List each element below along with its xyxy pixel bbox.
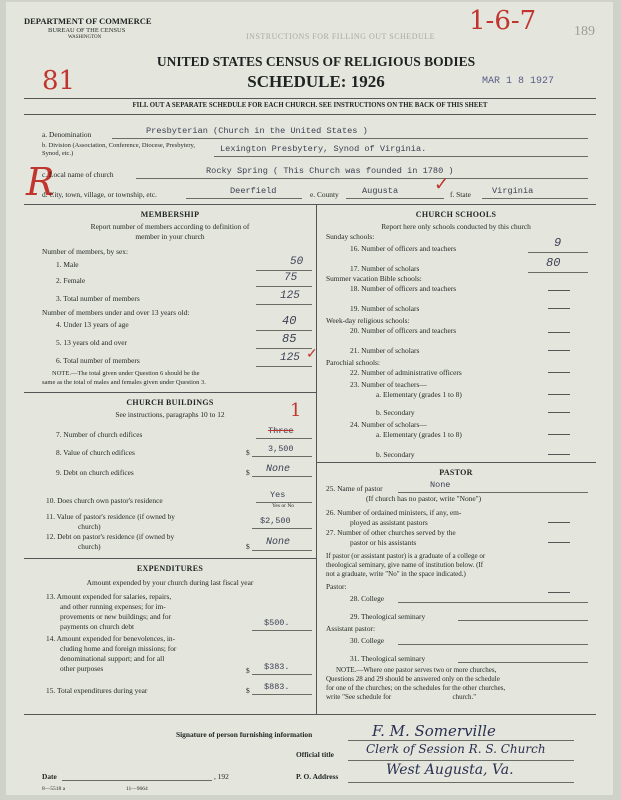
q16-line	[528, 252, 588, 253]
line-local-name	[136, 178, 588, 179]
schools-heading: CHURCH SCHOOLS	[415, 210, 497, 219]
q6-red-check: ✓	[306, 346, 318, 362]
line-denomination	[112, 138, 588, 139]
label-county: e. County	[310, 190, 339, 199]
footer-top-rule	[24, 714, 596, 715]
label-division: b. Division (Association, Conference, Diocese, Presbytery, Synod, etc.)	[42, 142, 196, 157]
value-state: Virginia	[492, 186, 534, 196]
q4-line	[256, 330, 312, 331]
q14-dollar: $	[246, 666, 250, 675]
q13-line	[252, 630, 312, 631]
q30-line	[398, 644, 588, 645]
official-title-line	[348, 760, 574, 761]
q7-answer-struck: Three	[268, 426, 294, 436]
members-by-sex-label: Number of members, by sex:	[42, 247, 128, 256]
q13-label-c: provements or new buildings; and for	[60, 612, 172, 621]
label-local-name: c. Local name of church	[42, 170, 114, 179]
received-stamp: MAR 1 8 1927	[482, 76, 555, 87]
q23a-dash	[548, 394, 570, 395]
official-title-label: Official title	[296, 750, 334, 759]
official-title-value: Clerk of Session R. S. Church	[366, 742, 546, 756]
q14-line	[252, 674, 312, 675]
q9-answer: None	[266, 464, 291, 475]
pastor-heading: PASTOR	[439, 468, 473, 477]
q24b-dash	[548, 454, 570, 455]
q17-answer: 80	[546, 256, 561, 270]
graduate-text-2: theological seminary, give name of institution below. (If	[326, 561, 484, 569]
graduate-text-1: If pastor (or assistant pastor) is a graduate of a college or	[326, 552, 486, 560]
grid-top-rule	[24, 204, 596, 205]
value-division: Lexington Presbytery, Synod of Virginia.	[220, 144, 427, 154]
q5-answer: 85	[282, 332, 297, 346]
members-age-label: Number of members under and over 13 years old:	[42, 308, 190, 317]
q10-answer: Yes	[270, 490, 286, 500]
q16-answer: 9	[554, 236, 562, 250]
q29-label: 29. Theological seminary	[350, 612, 426, 621]
q11-answer: $2,500	[260, 516, 291, 526]
q9-dollar: $	[246, 468, 250, 477]
schedule-title: SCHEDULE: 1926	[247, 72, 385, 91]
q12-label-a: 12. Debt on pastor's residence (if owned by	[46, 532, 175, 541]
q2-label: 2. Female	[56, 276, 86, 285]
header-rule	[24, 98, 596, 99]
red-checkmark: ✓	[434, 174, 450, 195]
q15-line	[252, 694, 312, 695]
q1-line	[256, 270, 312, 271]
date-line	[62, 780, 212, 781]
q6-answer: 125	[280, 352, 300, 364]
q14-label-a: 14. Amount expended for benevolences, in-	[46, 634, 176, 643]
q20-dash	[548, 332, 570, 333]
q9-line	[252, 476, 312, 477]
q21-label: 21. Number of scholars	[350, 346, 420, 355]
q25-line	[398, 492, 588, 493]
q24a-dash	[548, 434, 570, 435]
q7-line	[256, 438, 312, 439]
q4-label: 4. Under 13 years of age	[56, 320, 129, 329]
q28-dash	[548, 592, 570, 593]
label-state: f. State	[450, 190, 471, 199]
q30-label: 30. College	[350, 636, 385, 645]
membership-note-1: NOTE.—The total given under Question 6 should be the	[52, 370, 200, 377]
q31-line	[458, 662, 588, 663]
signature-label: Signature of person furnishing information	[176, 730, 313, 739]
po-address-value: West Augusta, Va.	[386, 762, 514, 778]
q11-label-b: church)	[78, 522, 101, 531]
q8-answer: 3,500	[268, 444, 294, 454]
label-denomination: a. Denomination	[42, 130, 92, 139]
membership-note-2: same as the total of males and females given under Question 3.	[42, 379, 206, 386]
q1-answer: 50	[290, 256, 304, 268]
q23a-label: a. Elementary (grades 1 to 8)	[376, 390, 462, 399]
red-annotation-R: R	[26, 160, 55, 204]
q27-dash	[548, 542, 570, 543]
q7-label: 7. Number of church edifices	[56, 430, 143, 439]
dept-name: DEPARTMENT OF COMMERCE	[24, 16, 152, 26]
q27-label-a: 27. Number of other churches served by the	[326, 528, 456, 537]
q20-label: 20. Number of officers and teachers	[350, 326, 457, 335]
q28-line	[398, 602, 588, 603]
q3-line	[256, 304, 312, 305]
q5-label: 5. 13 years old and over	[56, 338, 128, 347]
q6-line	[256, 366, 312, 367]
po-address-line	[348, 782, 574, 783]
q2-answer: 75	[284, 272, 298, 284]
q6-label: 6. Total number of members	[56, 356, 140, 365]
q29-line	[458, 620, 588, 621]
buildings-heading: CHURCH BUILDINGS	[126, 398, 214, 407]
q15-answer: $883.	[264, 682, 290, 692]
q26-label-b: ployed as assistant pastors	[350, 518, 428, 527]
pastor-note-1: NOTE.—Where one pastor serves two or more churches,	[336, 666, 497, 674]
form-number: 189	[574, 24, 595, 39]
q25-label: 25. Name of pastor	[326, 484, 383, 493]
q19-label: 19. Number of scholars	[350, 304, 420, 313]
q26-label-a: 26. Number of ordained ministers, if any, em-	[326, 508, 462, 517]
q22-dash	[548, 372, 570, 373]
pastor-note-2: Questions 28 and 29 should be answered only on the schedule	[326, 675, 500, 683]
q24b-label: b. Secondary	[376, 450, 415, 459]
expenditures-heading: EXPENDITURES	[136, 564, 204, 573]
q15-dollar: $	[246, 686, 250, 695]
q14-label-c: denominational support; and for all	[60, 654, 165, 663]
q14-label-b: cluding home and foreign missions; for	[60, 644, 177, 653]
instruction-rule	[24, 114, 596, 115]
date-label: Date	[42, 772, 57, 781]
q12-label-b: church)	[78, 542, 101, 551]
graduate-text-3: not a graduate, write "No" in the space indicated.)	[326, 570, 466, 578]
q31-label: 31. Theological seminary	[350, 654, 426, 663]
signature-value: F. M. Somerville	[372, 722, 496, 740]
form-code-2: 11—9664	[126, 786, 148, 792]
q26-dash	[548, 522, 570, 523]
q12-line	[252, 550, 312, 551]
summer-schools-label: Summer vacation Bible schools:	[326, 274, 422, 283]
grid-center-divider	[316, 204, 317, 714]
q23b-dash	[548, 412, 570, 413]
membership-sub-2: member in your church	[135, 232, 205, 241]
line-county	[346, 198, 444, 199]
q23-label: 23. Number of teachers—	[350, 380, 427, 389]
membership-bottom-rule	[24, 392, 316, 393]
q22-label: 22. Number of administrative officers	[350, 368, 462, 377]
q13-answer: $500.	[264, 618, 290, 628]
value-local-name: Rocky Spring ( This Church was founded in 1780 )	[206, 166, 454, 176]
buildings-sub: See instructions, paragraphs 10 to 12	[115, 410, 225, 419]
parochial-schools-label: Parochial schools:	[326, 358, 380, 367]
q3-label: 3. Total number of members	[56, 294, 140, 303]
q15-label: 15. Total expenditures during year	[46, 686, 148, 695]
q16-label: 16. Number of officers and teachers	[350, 244, 457, 253]
assistant-pastor-heading: Assistant pastor:	[326, 624, 376, 633]
q5-line	[256, 348, 312, 349]
q1-label: 1. Male	[56, 260, 79, 269]
q12-answer: None	[266, 537, 291, 548]
pastor-college-heading: Pastor:	[326, 582, 347, 591]
q24-label: 24. Number of scholars—	[350, 420, 427, 429]
line-division	[214, 156, 588, 157]
q13-label-b: and other running expenses; for im-	[60, 602, 166, 611]
q12-dollar: $	[246, 542, 250, 551]
schools-bottom-rule	[316, 462, 596, 463]
label-city: d. City, town, village, or township, etc.	[42, 190, 157, 199]
q19-dash	[548, 308, 570, 309]
line-city	[186, 198, 302, 199]
membership-sub-1: Report number of members according to definition of	[90, 222, 250, 231]
weekday-schools-label: Week-day religious schools:	[326, 316, 410, 325]
po-address-label: P. O. Address	[296, 772, 339, 781]
pastor-note-3: for one of the churches; on the schedules for the other churches,	[326, 684, 506, 692]
form-code-1: 8—5518 a	[42, 786, 66, 792]
buildings-bottom-rule	[24, 558, 316, 559]
q13-label-d: payments on church debt	[60, 622, 135, 631]
q14-answer: $383.	[264, 662, 290, 672]
census-form	[6, 2, 613, 795]
q18-label: 18. Number of officers and teachers	[350, 284, 457, 293]
buildings-red-1: 1	[290, 400, 302, 421]
yes-no-caption: Yes or No	[272, 503, 295, 509]
instruction-line: FILL OUT A SEPARATE SCHEDULE FOR EACH CHURCH. SEE INSTRUCTIONS ON THE BACK OF THIS SHEET	[132, 102, 488, 109]
red-annotation-left: 81	[42, 66, 76, 96]
q8-line	[252, 456, 312, 457]
red-annotation-top: 1-6-7	[469, 6, 537, 36]
schools-sub: Report here only schools conducted by this church	[381, 222, 531, 231]
expenditures-sub: Amount expended by your church during last fiscal year	[86, 578, 254, 587]
sunday-schools-label: Sunday schools:	[326, 232, 375, 241]
q9-label: 9. Debt on church edifices	[56, 468, 134, 477]
q27-label-b: pastor or his assistants	[350, 538, 417, 547]
q17-line	[528, 272, 588, 273]
q11-label-a: 11. Value of pastor's residence (if owned by	[46, 512, 175, 521]
q8-dollar: $	[246, 448, 250, 457]
q13-label-a: 13. Amount expended for salaries, repairs,	[46, 592, 172, 601]
q11-line	[252, 528, 312, 529]
q8-label: 8. Value of church edifices	[56, 448, 135, 457]
q25-note: (If church has no pastor, write "None")	[366, 494, 482, 503]
q23b-label: b. Secondary	[376, 408, 415, 417]
membership-heading: MEMBERSHIP	[140, 210, 200, 219]
q21-dash	[548, 350, 570, 351]
city-name: WASHINGTON	[68, 35, 102, 40]
value-city: Deerfield	[230, 186, 277, 196]
q18-dash	[548, 290, 570, 291]
pastor-note-4: write "See schedule for church."	[326, 693, 477, 701]
background-bleed-text: INSTRUCTIONS FOR FILLING OUT SCHEDULE	[246, 32, 436, 41]
value-denomination: Presbyterian (Church in the United States )	[146, 126, 368, 136]
value-county: Augusta	[362, 186, 399, 196]
form-title: UNITED STATES CENSUS OF RELIGIOUS BODIES	[156, 54, 476, 69]
line-state	[482, 198, 588, 199]
q2-line	[256, 286, 312, 287]
q24a-label: a. Elementary (grades 1 to 8)	[376, 430, 462, 439]
date-year: , 192	[214, 772, 229, 781]
q17-label: 17. Number of scholars	[350, 264, 420, 273]
q4-answer: 40	[282, 314, 297, 328]
q3-answer: 125	[280, 290, 300, 302]
q14-label-d: other purposes	[60, 664, 104, 673]
q25-answer: None	[430, 480, 451, 490]
q10-label: 10. Does church own pastor's residence	[46, 496, 163, 505]
bureau-name: BUREAU OF THE CENSUS	[48, 27, 126, 34]
q28-label: 28. College	[350, 594, 385, 603]
signature-line	[348, 740, 574, 741]
